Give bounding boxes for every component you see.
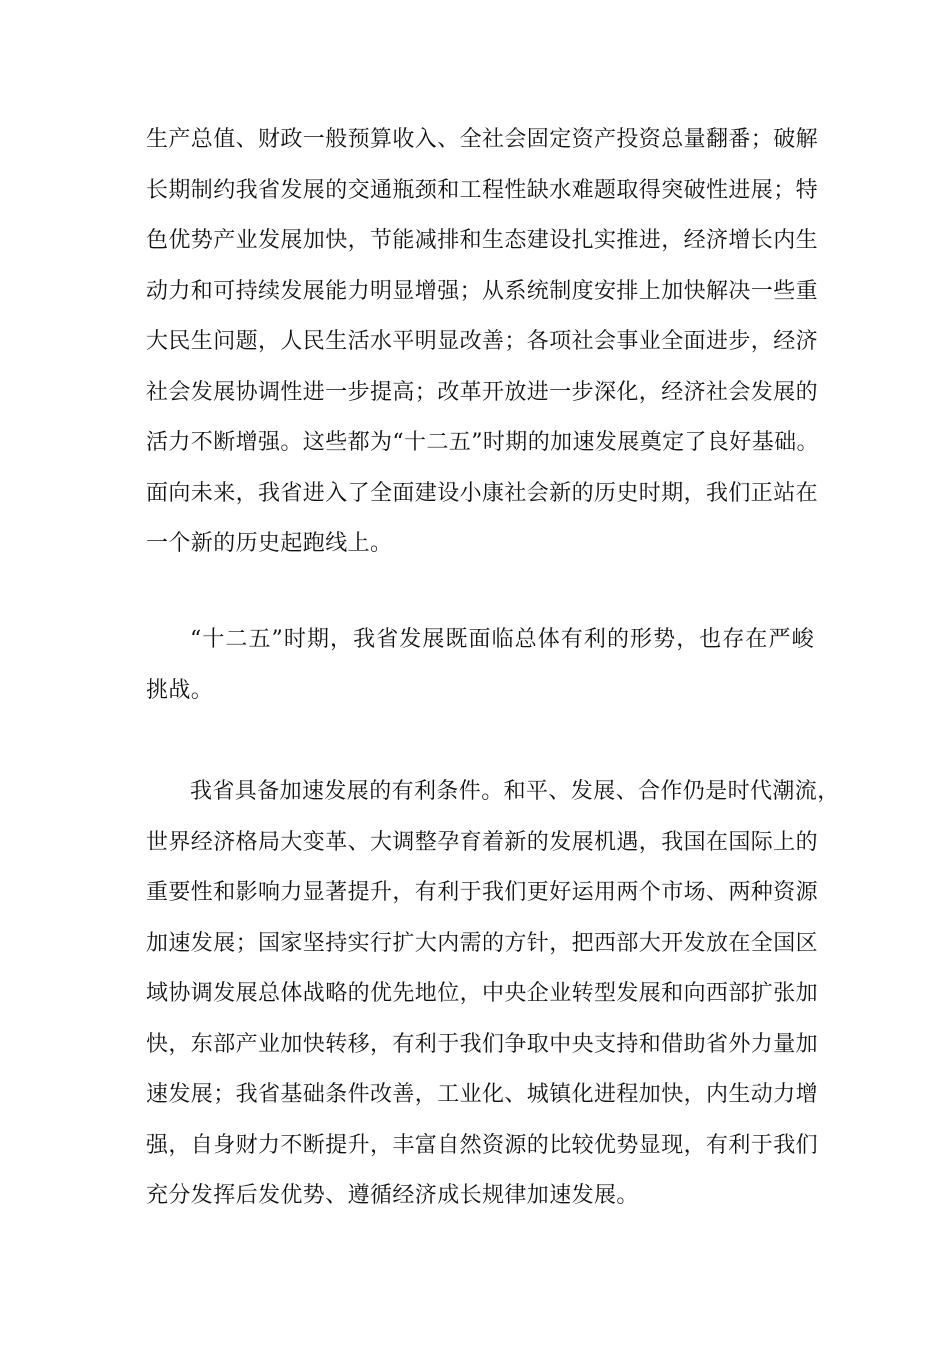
paragraph-favorable-conditions — [146, 767, 840, 1222]
text-line: 面向未来，我省进入了全面建设小康社会新的历史时期，我们正站在 — [146, 480, 819, 506]
text-line: 社会发展协调性进一步提高；改革开放进一步深化，经济社会发展的 — [146, 379, 819, 405]
text-line: 重要性和影响力显著提升，有利于我们更好运用两个市场、两种资源 — [146, 880, 819, 905]
text-line: 加速发展；国家坚持实行扩大内需的方针，把西部大开发放在全国区 — [146, 930, 819, 956]
text-line: 挑战。 — [146, 677, 214, 703]
text-line: 一个新的历史起跑线上。 — [146, 531, 393, 556]
text-line: “十二五”时期，我省发展既面临总体有利的形势，也存在严峻 — [190, 627, 814, 652]
text-line: 动力和可持续发展能力明显增强；从系统制度安排上加快解决一些重 — [146, 278, 819, 304]
text-line: 强，自身财力不断提升，丰富自然资源的比较优势显现，有利于我们 — [146, 1132, 819, 1158]
text-line: 生产总值、财政一般预算收入、全社会固定资产投资总量翻番；破解 — [146, 127, 819, 152]
text-line: 大民生问题，人民生活水平明显改善；各项社会事业全面进步，经济 — [146, 329, 819, 354]
text-line: 充分发挥后发优势、遵循经济成长规律加速发展。 — [146, 1183, 639, 1208]
paragraph-development-achievements — [146, 115, 819, 570]
text-line: 长期制约我省发展的交通瓶颈和工程性缺水难题取得突破性进展；特 — [146, 177, 819, 203]
text-line: 活力不断增强。这些都为“十二五”时期的加速发展奠定了良好基础。 — [146, 430, 819, 455]
text-line: 世界经济格局大变革、大调整孕育着新的发展机遇，我国在国际上的 — [146, 829, 819, 855]
text-line: 我省具备加速发展的有利条件。和平、发展、合作仍是时代潮流， — [190, 779, 840, 804]
text-line: 域协调发展总体战略的优先地位，中央企业转型发展和向西部扩张加 — [146, 981, 819, 1006]
text-line: 色优势产业发展加快，节能减排和生态建设扎实推进，经济增长内生 — [146, 228, 819, 253]
text-line: 速发展；我省基础条件改善，工业化、城镇化进程加快，内生动力增 — [146, 1082, 819, 1107]
paragraph-situation-overview — [146, 615, 814, 716]
text-line: 快，东部产业加快转移，有利于我们争取中央支持和借助省外力量加 — [146, 1031, 819, 1057]
